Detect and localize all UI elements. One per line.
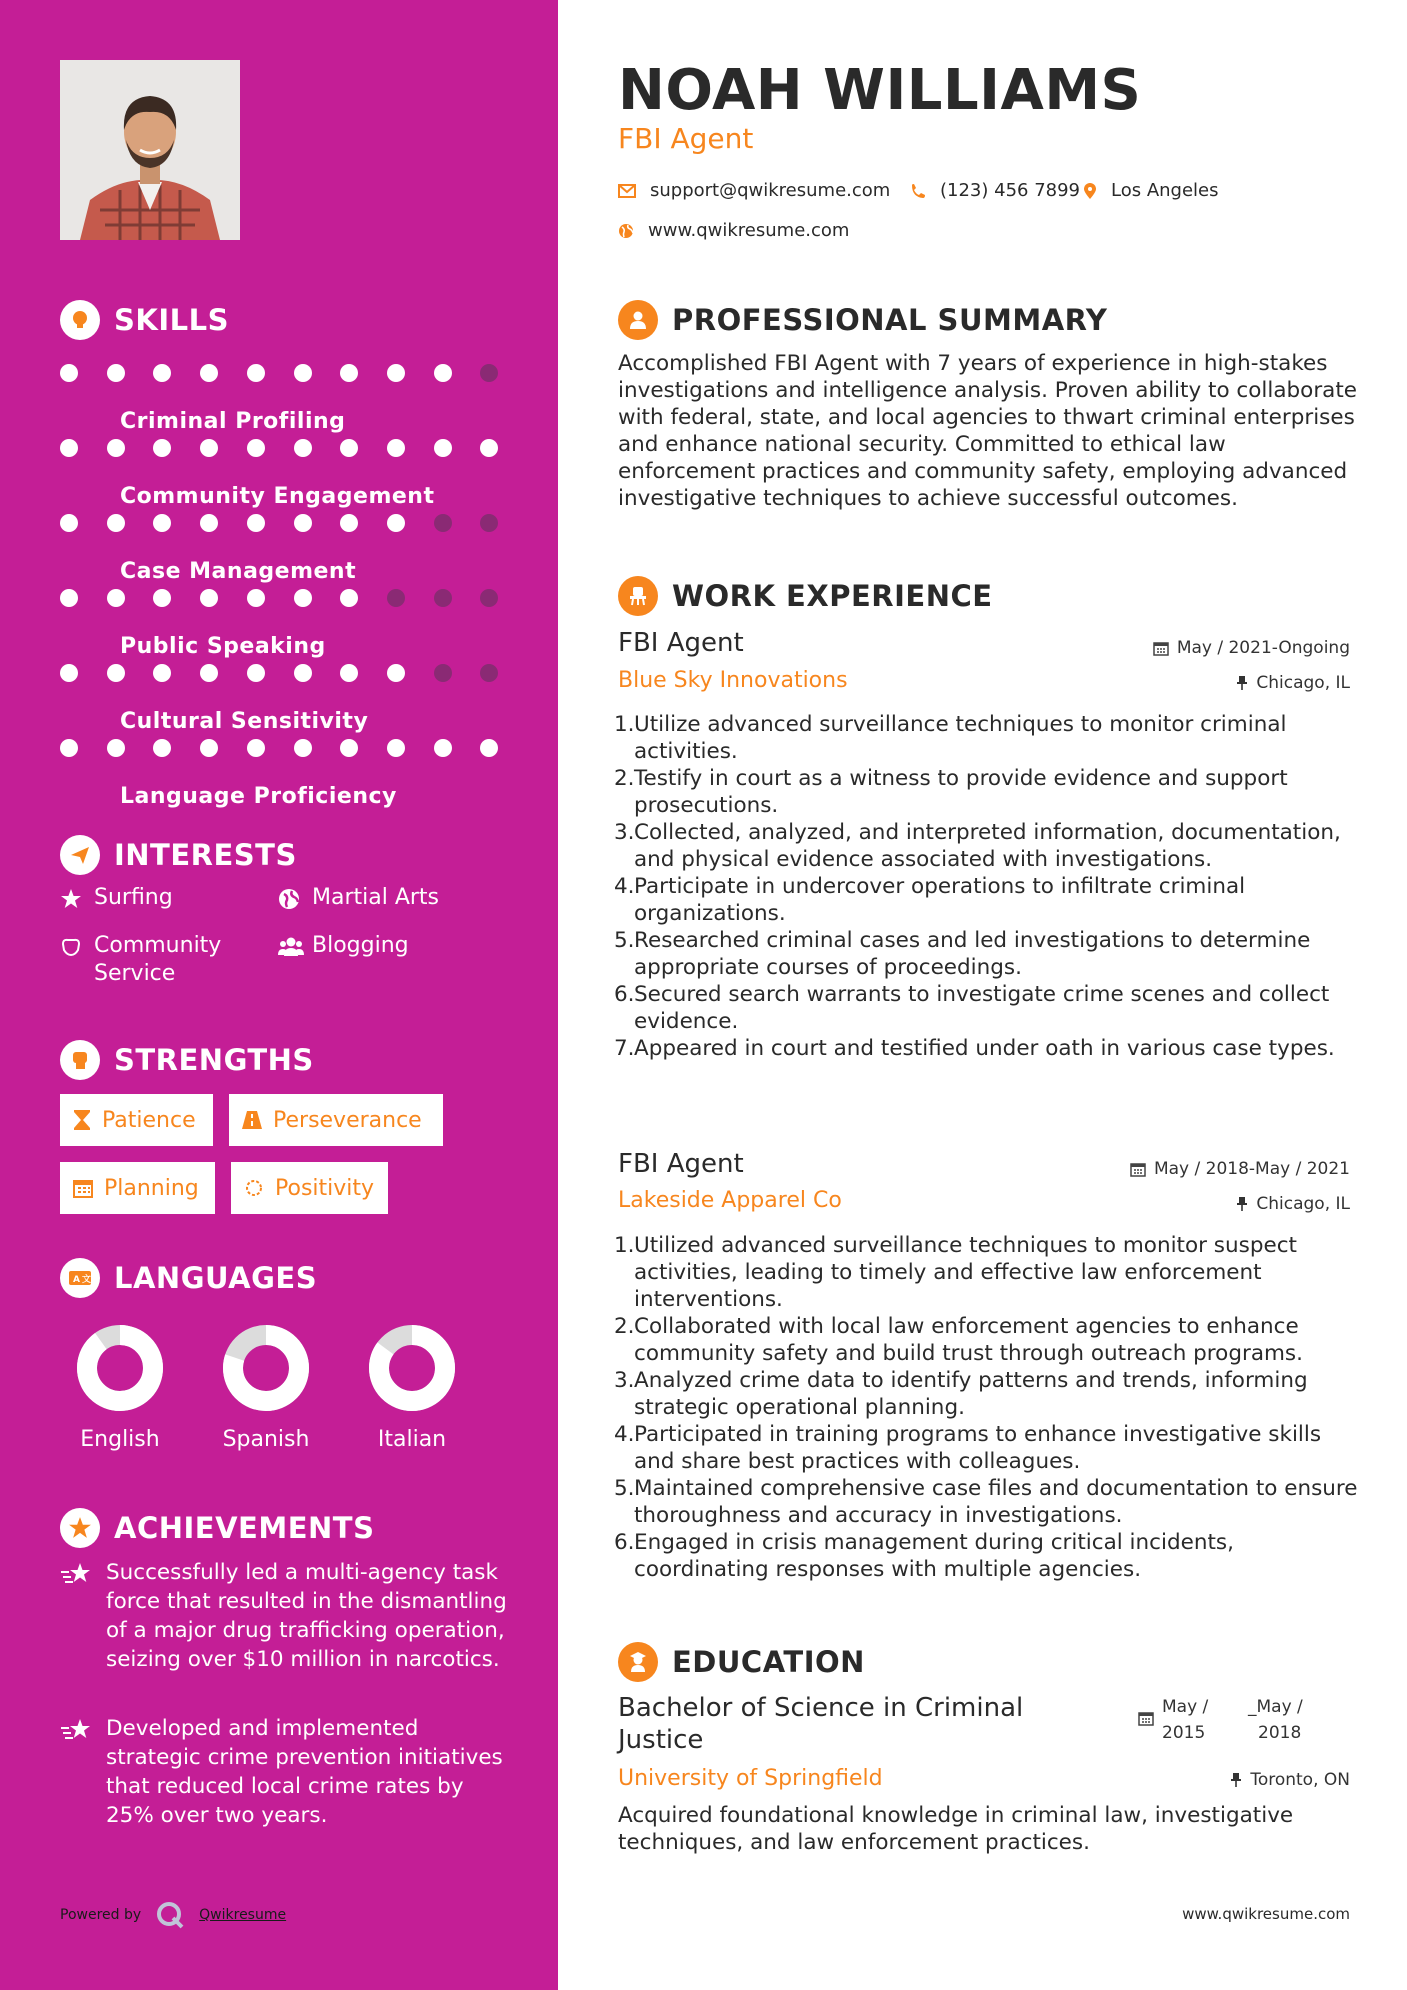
education-dates [1138,1694,1303,1746]
responsibility-item: 7. Appeared in court and testified under oath in various case types. [614,1036,1335,1061]
skill-dot [153,589,171,607]
calendar-icon [72,1177,94,1199]
education-degree: Bachelor of Science in Criminal Justice [618,1693,1024,1755]
languages-heading [60,1258,317,1298]
job-location-text: Chicago, IL [1256,673,1350,693]
skill-dot [153,364,171,382]
skill-dot [294,364,312,382]
skill-name: Criminal Profiling [120,409,346,434]
skill-dot [200,364,218,382]
envelope-icon [618,184,636,198]
skill-dot [107,739,125,757]
skill-dot [294,514,312,532]
education-location-text: Toronto, ON [1250,1770,1350,1790]
skill-row [60,426,510,509]
skill-row [60,651,510,734]
skill-dot [480,514,498,532]
pin-icon [1230,1772,1242,1788]
interests-title: INTERESTS [114,838,297,872]
achievements-title: ACHIEVEMENTS [114,1511,375,1545]
skill-dot [480,589,498,607]
languages-title: LANGUAGES [114,1261,318,1295]
skill-dot [200,664,218,682]
job-role: FBI Agent [618,1149,744,1179]
interest-label: Martial Arts [312,885,440,910]
strength-chip [60,1094,213,1146]
education-end-year: 2018 [1258,1723,1302,1743]
pin-icon [1236,675,1248,691]
phone-icon [910,183,926,199]
experience-heading [618,576,993,616]
skill-dot [200,514,218,532]
skill-name: Language Proficiency [120,784,397,809]
pin-icon [1236,1196,1248,1212]
achievement-item [60,1714,510,1830]
powered-by [60,1900,286,1930]
skill-dot [294,439,312,457]
language-level-arc [87,1335,153,1401]
skill-dot [153,439,171,457]
job-location [1236,1194,1350,1214]
skill-dot [387,664,405,682]
language-ring [367,1323,457,1413]
job-dates [1153,638,1350,658]
interest-item [60,884,173,918]
language-name: Spanish [222,1427,310,1452]
education-description: Acquired foundational knowledge in criminal law, investigative techniques, and law enforcement practices. [618,1803,1294,1855]
skill-dot [387,514,405,532]
skill-dot [434,589,452,607]
skill-dot [60,664,78,682]
contact-website[interactable] [618,220,849,241]
skill-dot [294,739,312,757]
responsibility-item: 6. Secured search warrants to investigate crime scenes and collect evidence. [614,982,1330,1034]
skill-dot [387,364,405,382]
skill-dot [294,664,312,682]
skill-dot [434,514,452,532]
hourglass-icon [72,1109,92,1131]
job-location-text: Chicago, IL [1256,1194,1350,1214]
interest-item [278,932,409,966]
skill-dots [60,438,510,458]
education-title: EDUCATION [672,1645,865,1679]
interest-item [278,884,439,918]
skill-dot [340,739,358,757]
strength-label: Planning [104,1175,199,1201]
skill-dot [434,364,452,382]
skill-dot [60,364,78,382]
skill-dot [200,439,218,457]
skill-dot [480,439,498,457]
education-end-month: _May / [1248,1697,1303,1717]
skills-title: SKILLS [114,303,229,337]
skill-dots [60,513,510,533]
skill-dot [340,514,358,532]
road-icon [241,1109,263,1131]
phone-text: (123) 456 7899 [940,180,1081,201]
map-pin-icon [1083,182,1097,200]
website-text: www.qwikresume.com [648,220,850,241]
paper-plane-icon [60,835,100,875]
skill-dot [340,664,358,682]
skill-row [60,726,510,809]
skill-dot [340,589,358,607]
responsibility-item: 5. Maintained comprehensive case files and documentation to ensure thoroughness and accuracy in investigations. [614,1476,1358,1528]
responsibility-item: 1. Utilized advanced surveillance techniques to monitor suspect activities, leading to timely and effective law enforcement interventions. [614,1233,1297,1312]
responsibility-item: 3. Collected, analyzed, and interpreted information, documentation, and physical evidence associated with investigations. [614,820,1341,872]
education-heading [618,1642,865,1682]
language-ring [75,1323,165,1413]
profile-photo [60,60,240,240]
contact-phone[interactable] [910,180,1080,201]
education-start-year: 2015 [1162,1723,1206,1743]
location-text: Los Angeles [1111,180,1219,201]
strength-label: Patience [102,1107,196,1133]
strengths-title: STRENGTHS [114,1043,314,1077]
skill-dot [153,664,171,682]
calendar-icon [1130,1161,1146,1177]
skill-name: Cultural Sensitivity [120,709,369,734]
interests-heading [60,835,297,875]
responsibility-item: 3. Analyzed crime data to identify patterns and trends, informing strategic operational planning. [614,1368,1308,1420]
contact-location [1083,180,1219,201]
candidate-title: FBI Agent [618,122,754,155]
skill-dot [60,739,78,757]
skill-dot [107,439,125,457]
globe-icon [278,884,304,918]
strength-chip [229,1094,443,1146]
strength-chip [60,1162,215,1214]
skill-dot [200,739,218,757]
job-dates [1130,1159,1350,1179]
summary-heading [618,300,1107,340]
language-item [193,1323,339,1452]
job-company: Blue Sky Innovations [618,668,848,693]
interest-label: Blogging [312,933,409,958]
language-ring [221,1323,311,1413]
skill-dot [387,439,405,457]
skill-dot [387,739,405,757]
skill-dots [60,738,510,758]
responsibility-item: 6. Engaged in crisis management during critical incidents, coordinating responses with multiple agencies. [614,1530,1234,1582]
skill-name: Community Engagement [120,484,435,509]
language-name: English [80,1427,160,1452]
skill-dot [60,514,78,532]
summary-text: Accomplished FBI Agent with 7 years of experience in high-stakes investigations and intelligence analysis. Proven ability to collaborate with federal, state, and local agencies to thwart criminal enterprises and enhance national security. Committed to ethical law enforcement practices and community safety, employing advanced investigative techniques to achieve successful outcomes. [618,351,1357,511]
interest-label: Surfing [94,885,173,910]
fist-icon [60,1040,100,1080]
candidate-name: NOAH WILLIAMS [618,58,1142,123]
qwikresume-link[interactable]: Qwikresume [199,1907,287,1923]
users-icon [278,932,304,966]
job-company: Lakeside Apparel Co [618,1188,842,1213]
skill-dot [247,589,265,607]
responsibility-item: 4. Participate in undercover operations to infiltrate criminal organizations. [614,874,1246,926]
strength-label: Perseverance [273,1107,422,1133]
skill-name: Public Speaking [120,634,326,659]
job-location [1236,673,1350,693]
strength-label: Positivity [275,1175,375,1201]
skill-dot [107,364,125,382]
svg-text:文: 文 [82,1275,92,1285]
responsibility-item: 5. Researched criminal cases and led investigations to determine appropriate courses of proceedings. [614,928,1311,980]
responsibility-item: 2. Testify in court as a witness to provide evidence and support prosecutions. [614,766,1288,818]
contact-email[interactable] [618,180,890,201]
skill-name: Case Management [120,559,357,584]
calendar-icon [1138,1710,1154,1726]
education-school: University of Springfield [618,1766,883,1791]
skill-dot [434,739,452,757]
skill-dot [107,514,125,532]
achievements-heading [60,1508,374,1548]
language-icon [60,1258,100,1298]
shooting-star-icon [60,1558,100,1674]
star-icon [60,884,86,918]
skill-dot [247,739,265,757]
language-item [47,1323,193,1452]
globe-icon [618,223,634,239]
skill-dot [247,664,265,682]
language-item [339,1323,485,1452]
achievement-text: Developed and implemented strategic crime prevention initiatives that reduced local crime rates by 25% over two years. [106,1716,503,1828]
skill-dot [294,589,312,607]
sun-icon [243,1177,265,1199]
shooting-star-icon [60,1714,100,1830]
skill-row [60,501,510,584]
achievement-text: Successfully led a multi-agency task force that resulted in the dismantling of a major drug trafficking operation, seizing over $10 million in narcotics. [106,1560,507,1672]
job-responsibilities [614,1232,1364,1583]
skill-dot [60,439,78,457]
job-responsibilities [614,711,1364,1062]
skill-dot [247,439,265,457]
skill-dots [60,663,510,683]
skill-dot [153,514,171,532]
skill-dot [480,664,498,682]
handshake-icon [60,932,86,988]
trophy-star-icon [60,1508,100,1548]
responsibility-item: 2. Collaborated with local law enforcement agencies to enhance community safety and build trust through outreach programs. [614,1314,1303,1366]
skill-dot [434,664,452,682]
skill-dot [60,589,78,607]
chair-icon [618,576,658,616]
calendar-icon [1153,640,1169,656]
graduate-icon [618,1642,658,1682]
skill-dot [434,439,452,457]
lightbulb-icon [60,300,100,340]
user-icon [618,300,658,340]
main-content [558,0,1407,1990]
skill-dot [200,589,218,607]
interest-label: Community Service [94,933,222,986]
sidebar [0,0,558,1990]
powered-by-label: Powered by [60,1907,142,1923]
strength-chip [231,1162,388,1214]
job-dates-text: May / 2021-Ongoing [1176,638,1350,658]
skill-row [60,351,510,434]
skill-dot [107,664,125,682]
skill-dot [247,514,265,532]
strengths-heading [60,1040,314,1080]
skill-dot [480,364,498,382]
skill-dot [480,739,498,757]
skill-dot [107,589,125,607]
summary-title: PROFESSIONAL SUMMARY [672,303,1108,337]
job-role: FBI Agent [618,628,744,658]
skill-row [60,576,510,659]
skill-dot [340,364,358,382]
skill-dot [247,364,265,382]
language-name: Italian [377,1427,447,1452]
education-location [1230,1770,1350,1790]
skill-dots [60,363,510,383]
responsibility-item: 1. Utilize advanced surveillance techniques to monitor criminal activities. [614,712,1287,764]
qwikresume-logo-icon [155,1900,185,1930]
achievement-item [60,1558,510,1674]
svg-text:A: A [73,1275,81,1285]
job-dates-text: May / 2018-May / 2021 [1153,1159,1350,1179]
responsibility-item: 4. Participated in training programs to enhance investigative skills and share best practices with colleagues. [614,1422,1322,1474]
footer-website-link[interactable]: www.qwikresume.com [1182,1905,1350,1923]
skill-dot [387,589,405,607]
skill-dot [153,739,171,757]
skills-heading [60,300,229,340]
skill-dots [60,588,510,608]
interest-item [60,932,260,988]
skill-dot [340,439,358,457]
experience-title: WORK EXPERIENCE [672,579,993,613]
email-text: support@qwikresume.com [650,180,891,201]
education-start-month: May / [1162,1697,1209,1717]
